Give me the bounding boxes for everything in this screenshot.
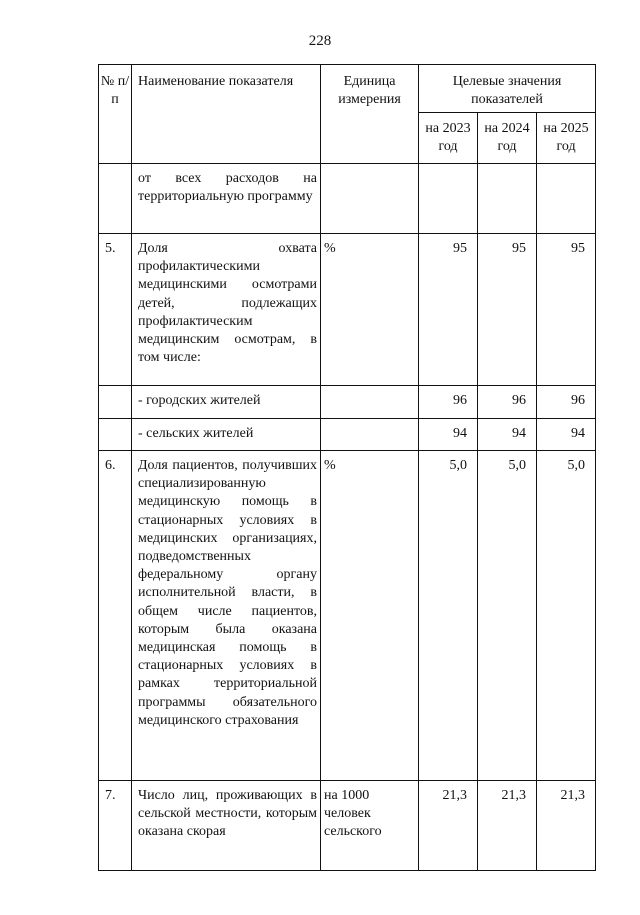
row-value-2025: 21,3 bbox=[537, 781, 596, 871]
page-number: 228 bbox=[308, 33, 332, 49]
table-row bbox=[99, 386, 596, 419]
row-unit: % bbox=[321, 234, 419, 386]
row-name: Доля пациентов, получивших специализированную медицинскую помощь в стационарных условиях в медицинских организациях, подведомственных федеральному органу исполнительной власти, в общем числе пациентов, которым была оказана медицинская помощь в стационарных условиях в рамках территориальной программы обязательного медицинского страхования bbox=[132, 451, 321, 781]
row-value-2024: 96 bbox=[478, 386, 537, 419]
header-num: № п/п bbox=[99, 65, 132, 164]
header-unit: Единица измерения bbox=[321, 65, 419, 164]
header-name: Наименование показателя bbox=[132, 65, 321, 164]
row-value-2023: 21,3 bbox=[419, 781, 478, 871]
row-value-2025: 96 bbox=[537, 386, 596, 419]
row-unit bbox=[321, 386, 419, 419]
row-name: - городских жителей bbox=[132, 386, 321, 419]
table-row bbox=[99, 781, 596, 871]
row-value-2023: 5,0 bbox=[419, 451, 478, 781]
header-row bbox=[99, 65, 596, 113]
row-name: Доля охвата профилактическими медицинскими осмотрами детей, подлежащих профилактическим медицинским осмотрам, в том числе: bbox=[132, 234, 321, 386]
table-row bbox=[99, 164, 596, 234]
row-unit: на 1000 человек сельского bbox=[321, 781, 419, 871]
table-row bbox=[99, 234, 596, 386]
row-num bbox=[99, 419, 132, 451]
row-num: 5. bbox=[99, 234, 132, 386]
row-value-2025: 95 bbox=[537, 234, 596, 386]
header-target: Целевые значения показателей bbox=[419, 65, 596, 113]
row-value-2023: 96 bbox=[419, 386, 478, 419]
row-unit bbox=[321, 164, 419, 234]
table-row bbox=[99, 451, 596, 781]
row-name: - сельских жителей bbox=[132, 419, 321, 451]
row-value-2024: 94 bbox=[478, 419, 537, 451]
row-value-2025: 5,0 bbox=[537, 451, 596, 781]
row-num bbox=[99, 386, 132, 419]
row-value-2024 bbox=[478, 164, 537, 234]
row-value-2023: 95 bbox=[419, 234, 478, 386]
row-value-2025 bbox=[537, 164, 596, 234]
row-name: Число лиц, проживающих в сельской местности, которым оказана скорая bbox=[132, 781, 321, 871]
table-row bbox=[99, 419, 596, 451]
row-value-2024: 95 bbox=[478, 234, 537, 386]
row-num: 7. bbox=[99, 781, 132, 871]
row-unit bbox=[321, 419, 419, 451]
row-num: 6. bbox=[99, 451, 132, 781]
indicators-table bbox=[98, 64, 596, 871]
row-name: от всех расходов на территориальную программу bbox=[132, 164, 321, 234]
row-unit: % bbox=[321, 451, 419, 781]
row-value-2024: 5,0 bbox=[478, 451, 537, 781]
row-value-2023: 94 bbox=[419, 419, 478, 451]
row-value-2023 bbox=[419, 164, 478, 234]
header-year-2024: на 2024 год bbox=[478, 113, 537, 164]
header-year-2025: на 2025 год bbox=[537, 113, 596, 164]
row-value-2024: 21,3 bbox=[478, 781, 537, 871]
row-value-2025: 94 bbox=[537, 419, 596, 451]
row-num bbox=[99, 164, 132, 234]
header-year-2023: на 2023 год bbox=[419, 113, 478, 164]
